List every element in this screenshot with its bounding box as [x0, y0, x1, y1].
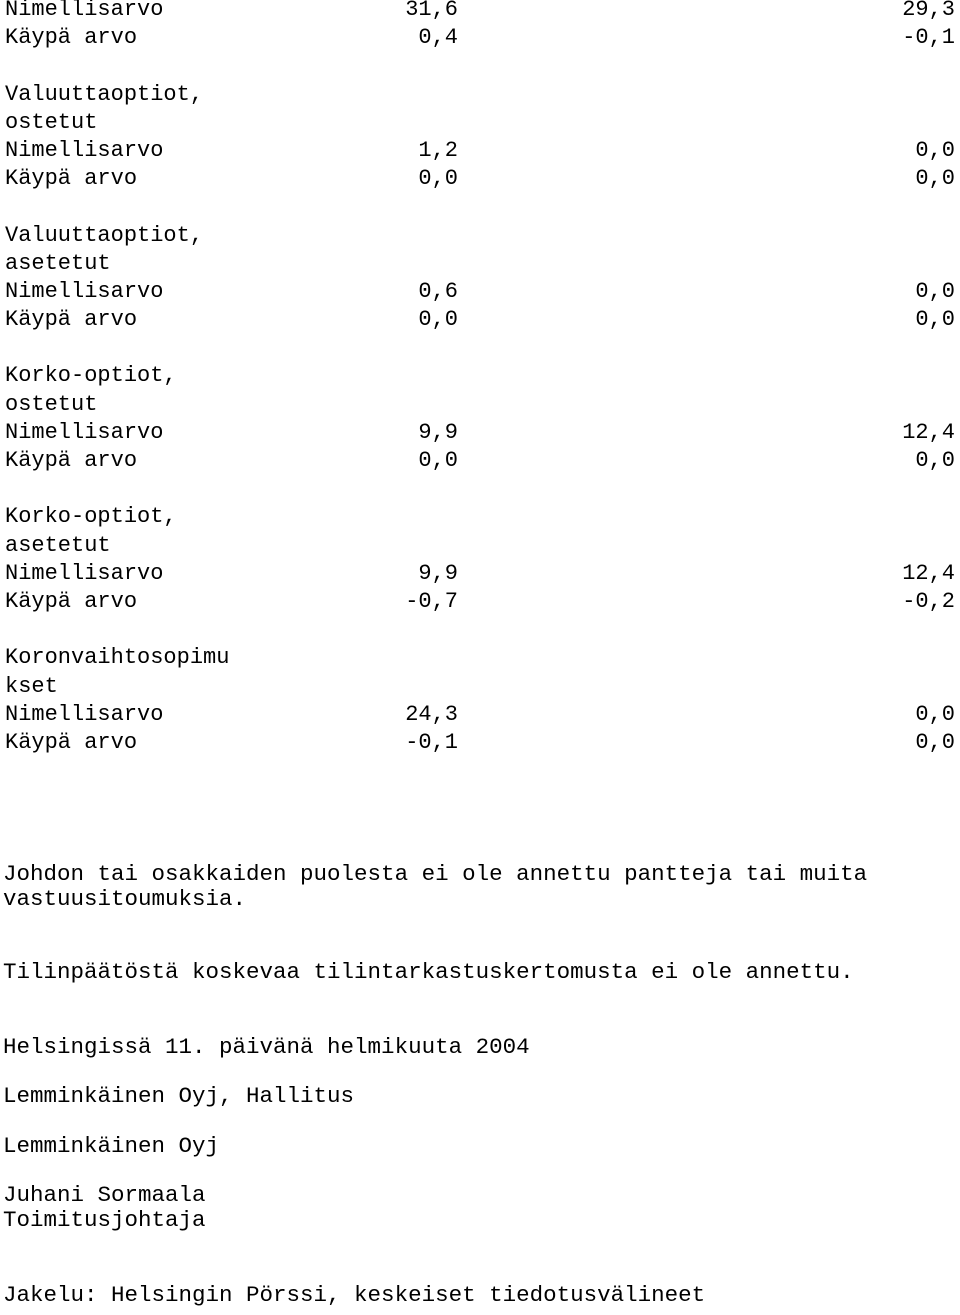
company-name-line: Lemminkäinen Oyj — [3, 1133, 220, 1159]
value-col2: 12,4 — [902, 560, 955, 586]
value-col1: 31,6 — [405, 0, 458, 22]
value-col2: 0,0 — [915, 701, 955, 727]
row-label: Käypä arvo — [5, 729, 138, 755]
derivatives-table — [5, 0, 955, 785]
value-col1: 0,0 — [418, 307, 458, 333]
row-label: Nimellisarvo — [5, 278, 164, 304]
value-col2: 0,0 — [915, 137, 955, 163]
value-col1: -0,1 — [405, 729, 458, 755]
table-row — [5, 278, 955, 306]
instrument-group — [5, 503, 955, 616]
table-row — [5, 137, 955, 165]
value-col1: 0,6 — [418, 278, 458, 304]
instrument-heading: kset — [5, 673, 58, 699]
value-col2: -0,1 — [902, 25, 955, 51]
value-col1: 1,2 — [418, 137, 458, 163]
instrument-heading: Korko-optiot, — [5, 363, 177, 389]
board-signature-line: Lemminkäinen Oyj, Hallitus — [3, 1083, 355, 1109]
instrument-heading: asetetut — [5, 250, 111, 276]
instrument-heading: Valuuttaoptiot, — [5, 222, 204, 248]
instrument-group — [5, 81, 955, 194]
signer-title: Toimitusjohtaja — [3, 1207, 206, 1233]
instrument-group — [5, 644, 955, 757]
liabilities-note: Johdon tai osakkaiden puolesta ei ole annettu pantteja tai muita vastuusitoumuksia. — [3, 861, 868, 912]
instrument-group — [5, 362, 955, 475]
instrument-heading: ostetut — [5, 391, 98, 417]
value-col2: 0,0 — [915, 448, 955, 473]
row-label: Nimellisarvo — [5, 419, 164, 445]
value-col1: 9,9 — [418, 560, 458, 586]
value-col1: 24,3 — [405, 701, 458, 727]
value-col2: -0,2 — [902, 588, 955, 614]
audit-note: Tilinpäätöstä koskevaa tilintarkastuskertomusta ei ole annettu. — [3, 959, 854, 985]
value-col1: -0,7 — [405, 588, 458, 614]
value-col2: 12,4 — [902, 419, 955, 445]
table-row — [5, 588, 955, 616]
instrument-group — [5, 0, 955, 52]
row-label: Käypä arvo — [5, 588, 138, 614]
table-row — [5, 165, 955, 193]
signer-name: Juhani Sormaala — [3, 1182, 206, 1208]
value-col2: 29,3 — [902, 0, 955, 22]
place-date-line: Helsingissä 11. päivänä helmikuuta 2004 — [3, 1034, 530, 1060]
table-row — [5, 701, 955, 729]
row-label: Käypä arvo — [5, 307, 138, 333]
table-row — [5, 729, 955, 757]
value-col2: 0,0 — [915, 729, 955, 755]
signer-block — [3, 1183, 957, 1233]
row-label: Nimellisarvo — [5, 137, 164, 163]
row-label: Käypä arvo — [5, 166, 138, 192]
table-row — [5, 0, 955, 24]
table-row — [5, 560, 955, 588]
table-row — [5, 24, 955, 52]
value-col2: 0,0 — [915, 166, 955, 192]
table-row — [5, 447, 955, 475]
row-label: Käypä arvo — [5, 25, 138, 51]
table-row — [5, 419, 955, 447]
value-col2: 0,0 — [915, 307, 955, 333]
value-col1: 9,9 — [418, 419, 458, 445]
distribution-line: Jakelu: Helsingin Pörssi, keskeiset tiedotusvälineet — [3, 1282, 706, 1308]
row-label: Nimellisarvo — [5, 0, 164, 22]
row-label: Nimellisarvo — [5, 701, 164, 727]
notes-section — [3, 862, 957, 1308]
instrument-heading: Korko-optiot, — [5, 504, 177, 530]
table-row — [5, 306, 955, 334]
instrument-heading: ostetut — [5, 109, 98, 135]
instrument-heading: asetetut — [5, 532, 111, 558]
value-col1: 0,0 — [418, 166, 458, 192]
value-col1: 0,0 — [418, 448, 458, 473]
instrument-heading: Valuuttaoptiot, — [5, 81, 204, 107]
value-col1: 0,4 — [418, 25, 458, 51]
instrument-heading: Koronvaihtosopimu — [5, 645, 230, 671]
row-label: Käypä arvo — [5, 448, 138, 473]
value-col2: 0,0 — [915, 278, 955, 304]
row-label: Nimellisarvo — [5, 560, 164, 586]
instrument-group — [5, 222, 955, 335]
